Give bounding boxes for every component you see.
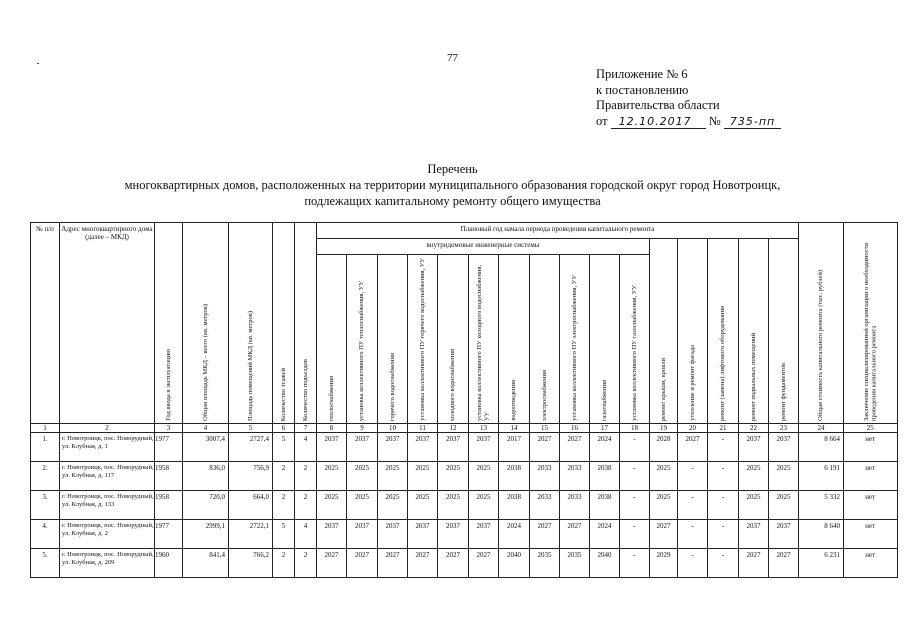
table-cell: 2037 (378, 520, 408, 549)
table-cell: 8 640 (799, 520, 844, 549)
table-cell: 2 (273, 462, 295, 491)
table-cell: 2037 (739, 433, 769, 462)
table-cell: 2038 (590, 491, 620, 520)
table-cell: 2999,1 (183, 520, 229, 549)
table-cell: 2 (295, 491, 317, 520)
table-cell: 2029 (650, 549, 678, 578)
column-number: 11 (408, 424, 438, 433)
table-cell: - (678, 462, 708, 491)
appendix-line-1: Приложение № 6 (596, 67, 688, 81)
column-number: 19 (650, 424, 678, 433)
header-floors: Количество этажей (273, 223, 295, 424)
table-cell: 2027 (739, 549, 769, 578)
table-row (31, 520, 898, 549)
header-lift: ремонт (замена) лифтового оборудования (708, 239, 739, 424)
table-cell: 2025 (317, 491, 347, 520)
table-cell: 2027 (650, 520, 678, 549)
table-cell: 1958 (155, 462, 183, 491)
column-number: 7 (295, 424, 317, 433)
table-cell: - (620, 520, 650, 549)
table-cell: 2037 (769, 520, 799, 549)
table-cell: 2035 (560, 549, 590, 578)
table-cell: - (620, 491, 650, 520)
handwritten-date: 12.10.2017 (611, 115, 706, 129)
table-cell: 2027 (769, 549, 799, 578)
column-number: 22 (739, 424, 769, 433)
table-cell: 2027 (530, 520, 560, 549)
header-num: № п/п (31, 223, 60, 424)
table-row (31, 462, 898, 491)
table-cell: 2037 (469, 520, 499, 549)
title-line-2: многоквартирных домов, расположенных на территории муниципального образования городской округ город Новотроицк, (124, 178, 781, 192)
table-cell: 2037 (347, 433, 378, 462)
appendix-date-line (596, 114, 781, 130)
table-cell: 1977 (155, 433, 183, 462)
table-cell: 720,0 (183, 491, 229, 520)
table-cell: - (708, 520, 739, 549)
column-number: 13 (469, 424, 499, 433)
header-sys-4: установка коллективного ПУ горячего водоснабжения, УУ (408, 255, 438, 424)
address-cell: г. Новотроицк, пос. Новорудный, ул. Клубная, д. 117 (60, 462, 155, 491)
table-cell: 6 231 (799, 549, 844, 578)
table-cell: - (708, 462, 739, 491)
table-cell: 2033 (560, 462, 590, 491)
table-cell: - (708, 433, 739, 462)
table-cell: 2038 (499, 491, 530, 520)
document-title (0, 161, 905, 209)
column-number: 24 (799, 424, 844, 433)
table-cell: 2722,1 (229, 520, 273, 549)
table-cell: 2027 (530, 433, 560, 462)
table-cell: 5 (273, 520, 295, 549)
table-cell: 2033 (530, 462, 560, 491)
table-cell: 2028 (650, 433, 678, 462)
scan-speck (37, 63, 39, 64)
column-number: 17 (590, 424, 620, 433)
table-cell: нет (844, 549, 898, 578)
column-number: 18 (620, 424, 650, 433)
table-cell: 2037 (769, 433, 799, 462)
table-cell: 2040 (590, 549, 620, 578)
table-cell: 2 (295, 549, 317, 578)
address-cell: г. Новотроицк, пос. Новорудный, ул. Клубная, д. 2 (60, 520, 155, 549)
appendix-line-2: к постановлению (596, 82, 689, 97)
table-cell: 2037 (739, 520, 769, 549)
table-cell: 2025 (739, 491, 769, 520)
table-cell: 2025 (769, 462, 799, 491)
table-cell: 2 (273, 491, 295, 520)
table-row (31, 433, 898, 462)
column-number: 1 (31, 424, 60, 433)
table-cell: 8 664 (799, 433, 844, 462)
header-systems: внутридомовые инженерные системы (317, 239, 650, 255)
table-cell: 2027 (469, 549, 499, 578)
table-cell: 2027 (560, 520, 590, 549)
column-number: 5 (229, 424, 273, 433)
column-number: 25 (844, 424, 898, 433)
table-cell: 841,4 (183, 549, 229, 578)
table-cell: 2027 (560, 433, 590, 462)
table-cell: 1960 (155, 549, 183, 578)
table-cell: - (620, 549, 650, 578)
header-area-rooms: Площадь помещений МКД (кв. метров) (229, 223, 273, 424)
table-cell: нет (844, 520, 898, 549)
table-cell: 2027 (438, 549, 469, 578)
header-sys-7: водоотведения (499, 255, 530, 424)
table-cell: 2037 (438, 433, 469, 462)
table-cell: 2027 (378, 549, 408, 578)
table-cell: 2027 (678, 433, 708, 462)
table-cell: 1. (31, 433, 60, 462)
table-cell: 2727,4 (229, 433, 273, 462)
column-number: 6 (273, 424, 295, 433)
header-area-total: Общая площадь МКД – всего (кв. метров) (183, 223, 229, 424)
column-number: 21 (708, 424, 739, 433)
column-number: 2 (60, 424, 155, 433)
table-cell: 2033 (560, 491, 590, 520)
header-year: Год ввода в эксплуатацию (155, 223, 183, 424)
address-cell: г. Новотроицк, пос. Новорудный, ул. Клубная, д. 1 (60, 433, 155, 462)
houses-table (30, 222, 898, 578)
table-cell: 2 (273, 549, 295, 578)
table-cell: 2027 (347, 549, 378, 578)
table-cell: 2025 (469, 491, 499, 520)
header-roof: ремонт крыши, кровли (650, 239, 678, 424)
header-sys-5: холодного водоснабжения (438, 255, 469, 424)
table-cell: - (708, 549, 739, 578)
table-cell: 2038 (499, 462, 530, 491)
table-row (31, 491, 898, 520)
header-sys-8: электроснабжения (530, 255, 560, 424)
column-number: 12 (438, 424, 469, 433)
header-sys-1: теплоснабжения (317, 255, 347, 424)
table-cell: - (678, 491, 708, 520)
header-sys-3: горячего водоснабжения (378, 255, 408, 424)
table-cell: 2025 (739, 462, 769, 491)
table-cell: 2025 (378, 462, 408, 491)
table-cell: - (678, 520, 708, 549)
table-cell: 2038 (590, 462, 620, 491)
column-numbers-row (31, 424, 898, 433)
table-cell: 3007,4 (183, 433, 229, 462)
table-cell: 2037 (347, 520, 378, 549)
table-cell: 3. (31, 491, 60, 520)
header-sys-6: установка коллективного ПУ холодного водоснабжения, УУ (469, 255, 499, 424)
table-cell: 2027 (317, 549, 347, 578)
page-number: 77 (447, 52, 458, 64)
table-cell: 4 (295, 520, 317, 549)
table-cell: 2025 (408, 491, 438, 520)
title-line-3: подлежащих капитальному ремонту общего имущества (304, 194, 601, 208)
table-cell: 2024 (590, 520, 620, 549)
table-cell: - (678, 549, 708, 578)
table-cell: 5 332 (799, 491, 844, 520)
appendix-block (596, 67, 781, 129)
table-cell: 2037 (408, 520, 438, 549)
table-cell: - (620, 433, 650, 462)
table-cell: - (708, 491, 739, 520)
table-cell: нет (844, 462, 898, 491)
table-cell: 2025 (769, 491, 799, 520)
header-sys-11: установка коллективного ПУ газоснабжения, УУ (620, 255, 650, 424)
table-cell: 2025 (317, 462, 347, 491)
table-cell: 2037 (378, 433, 408, 462)
table-row (31, 549, 898, 578)
header-plan: Плановый год начала периода проведения капитального ремонта (317, 223, 799, 239)
column-number: 4 (183, 424, 229, 433)
column-number: 3 (155, 424, 183, 433)
table-cell: - (620, 462, 650, 491)
table-cell: 2024 (499, 520, 530, 549)
handwritten-number: 735-пп (724, 115, 781, 129)
address-cell: г. Новотроицк, пос. Новорудный, ул. Клубная, д. 133 (60, 491, 155, 520)
table-cell: 2035 (530, 549, 560, 578)
table-cell: 766,2 (229, 549, 273, 578)
header-cost: Общая стоимость капитального ремонта (тыс. рублей) (799, 223, 844, 424)
table-cell: 2033 (530, 491, 560, 520)
table-cell: 2. (31, 462, 60, 491)
column-number: 23 (769, 424, 799, 433)
header-basement: ремонт подвальных помещений (739, 239, 769, 424)
header-facade: утепление и ремонт фасада (678, 239, 708, 424)
from-label: от (596, 113, 608, 128)
column-number: 20 (678, 424, 708, 433)
number-label: № (708, 113, 721, 128)
table-cell: 2037 (438, 520, 469, 549)
table-cell: 2025 (438, 491, 469, 520)
title-line-1: Перечень (427, 162, 478, 176)
column-number: 9 (347, 424, 378, 433)
header-sys-10: газоснабжения (590, 255, 620, 424)
header-sys-9: установка коллективного ПУ электроснабжения, УУ (560, 255, 590, 424)
table-cell: 2025 (469, 462, 499, 491)
table-cell: 2017 (499, 433, 530, 462)
header-foundation: ремонт фундаментов (769, 239, 799, 424)
table-cell: 2027 (408, 549, 438, 578)
table-cell: 2037 (317, 433, 347, 462)
header-entrances: Количество подъездов (295, 223, 317, 424)
table-cell: 2025 (347, 491, 378, 520)
column-number: 16 (560, 424, 590, 433)
column-number: 10 (378, 424, 408, 433)
table-cell: нет (844, 491, 898, 520)
table-cell: 2025 (378, 491, 408, 520)
table-cell: 2025 (347, 462, 378, 491)
table-cell: 4. (31, 520, 60, 549)
header-conclusion: Заключение специализированной организации о необходимости проведения капитального ремонта (844, 223, 898, 424)
header-address: Адрес многоквартирного дома (далее – МКД) (60, 223, 155, 424)
table-cell: 836,0 (183, 462, 229, 491)
header-sys-2: установка коллективного ПУ теплоснабжения, УУ (347, 255, 378, 424)
address-cell: г. Новотроицк, пос. Новорудный, ул. Клубная, д. 209 (60, 549, 155, 578)
table-cell: 2037 (317, 520, 347, 549)
table-cell: 664,0 (229, 491, 273, 520)
column-number: 14 (499, 424, 530, 433)
table-cell: 1958 (155, 491, 183, 520)
table-cell: 2025 (650, 491, 678, 520)
table-cell: 756,9 (229, 462, 273, 491)
table-cell: 5 (273, 433, 295, 462)
table-cell: 1977 (155, 520, 183, 549)
table-cell: 2 (295, 462, 317, 491)
table-cell: 2024 (590, 433, 620, 462)
table-cell: 4 (295, 433, 317, 462)
table-cell: 2037 (469, 433, 499, 462)
table-cell: 2025 (650, 462, 678, 491)
appendix-line-3: Правительства области (596, 98, 720, 112)
table-cell: 6 191 (799, 462, 844, 491)
column-number: 8 (317, 424, 347, 433)
column-number: 15 (530, 424, 560, 433)
table-cell: 2025 (408, 462, 438, 491)
table-cell: нет (844, 433, 898, 462)
table-cell: 2040 (499, 549, 530, 578)
table-cell: 2025 (438, 462, 469, 491)
table-cell: 5. (31, 549, 60, 578)
table-cell: 2037 (408, 433, 438, 462)
